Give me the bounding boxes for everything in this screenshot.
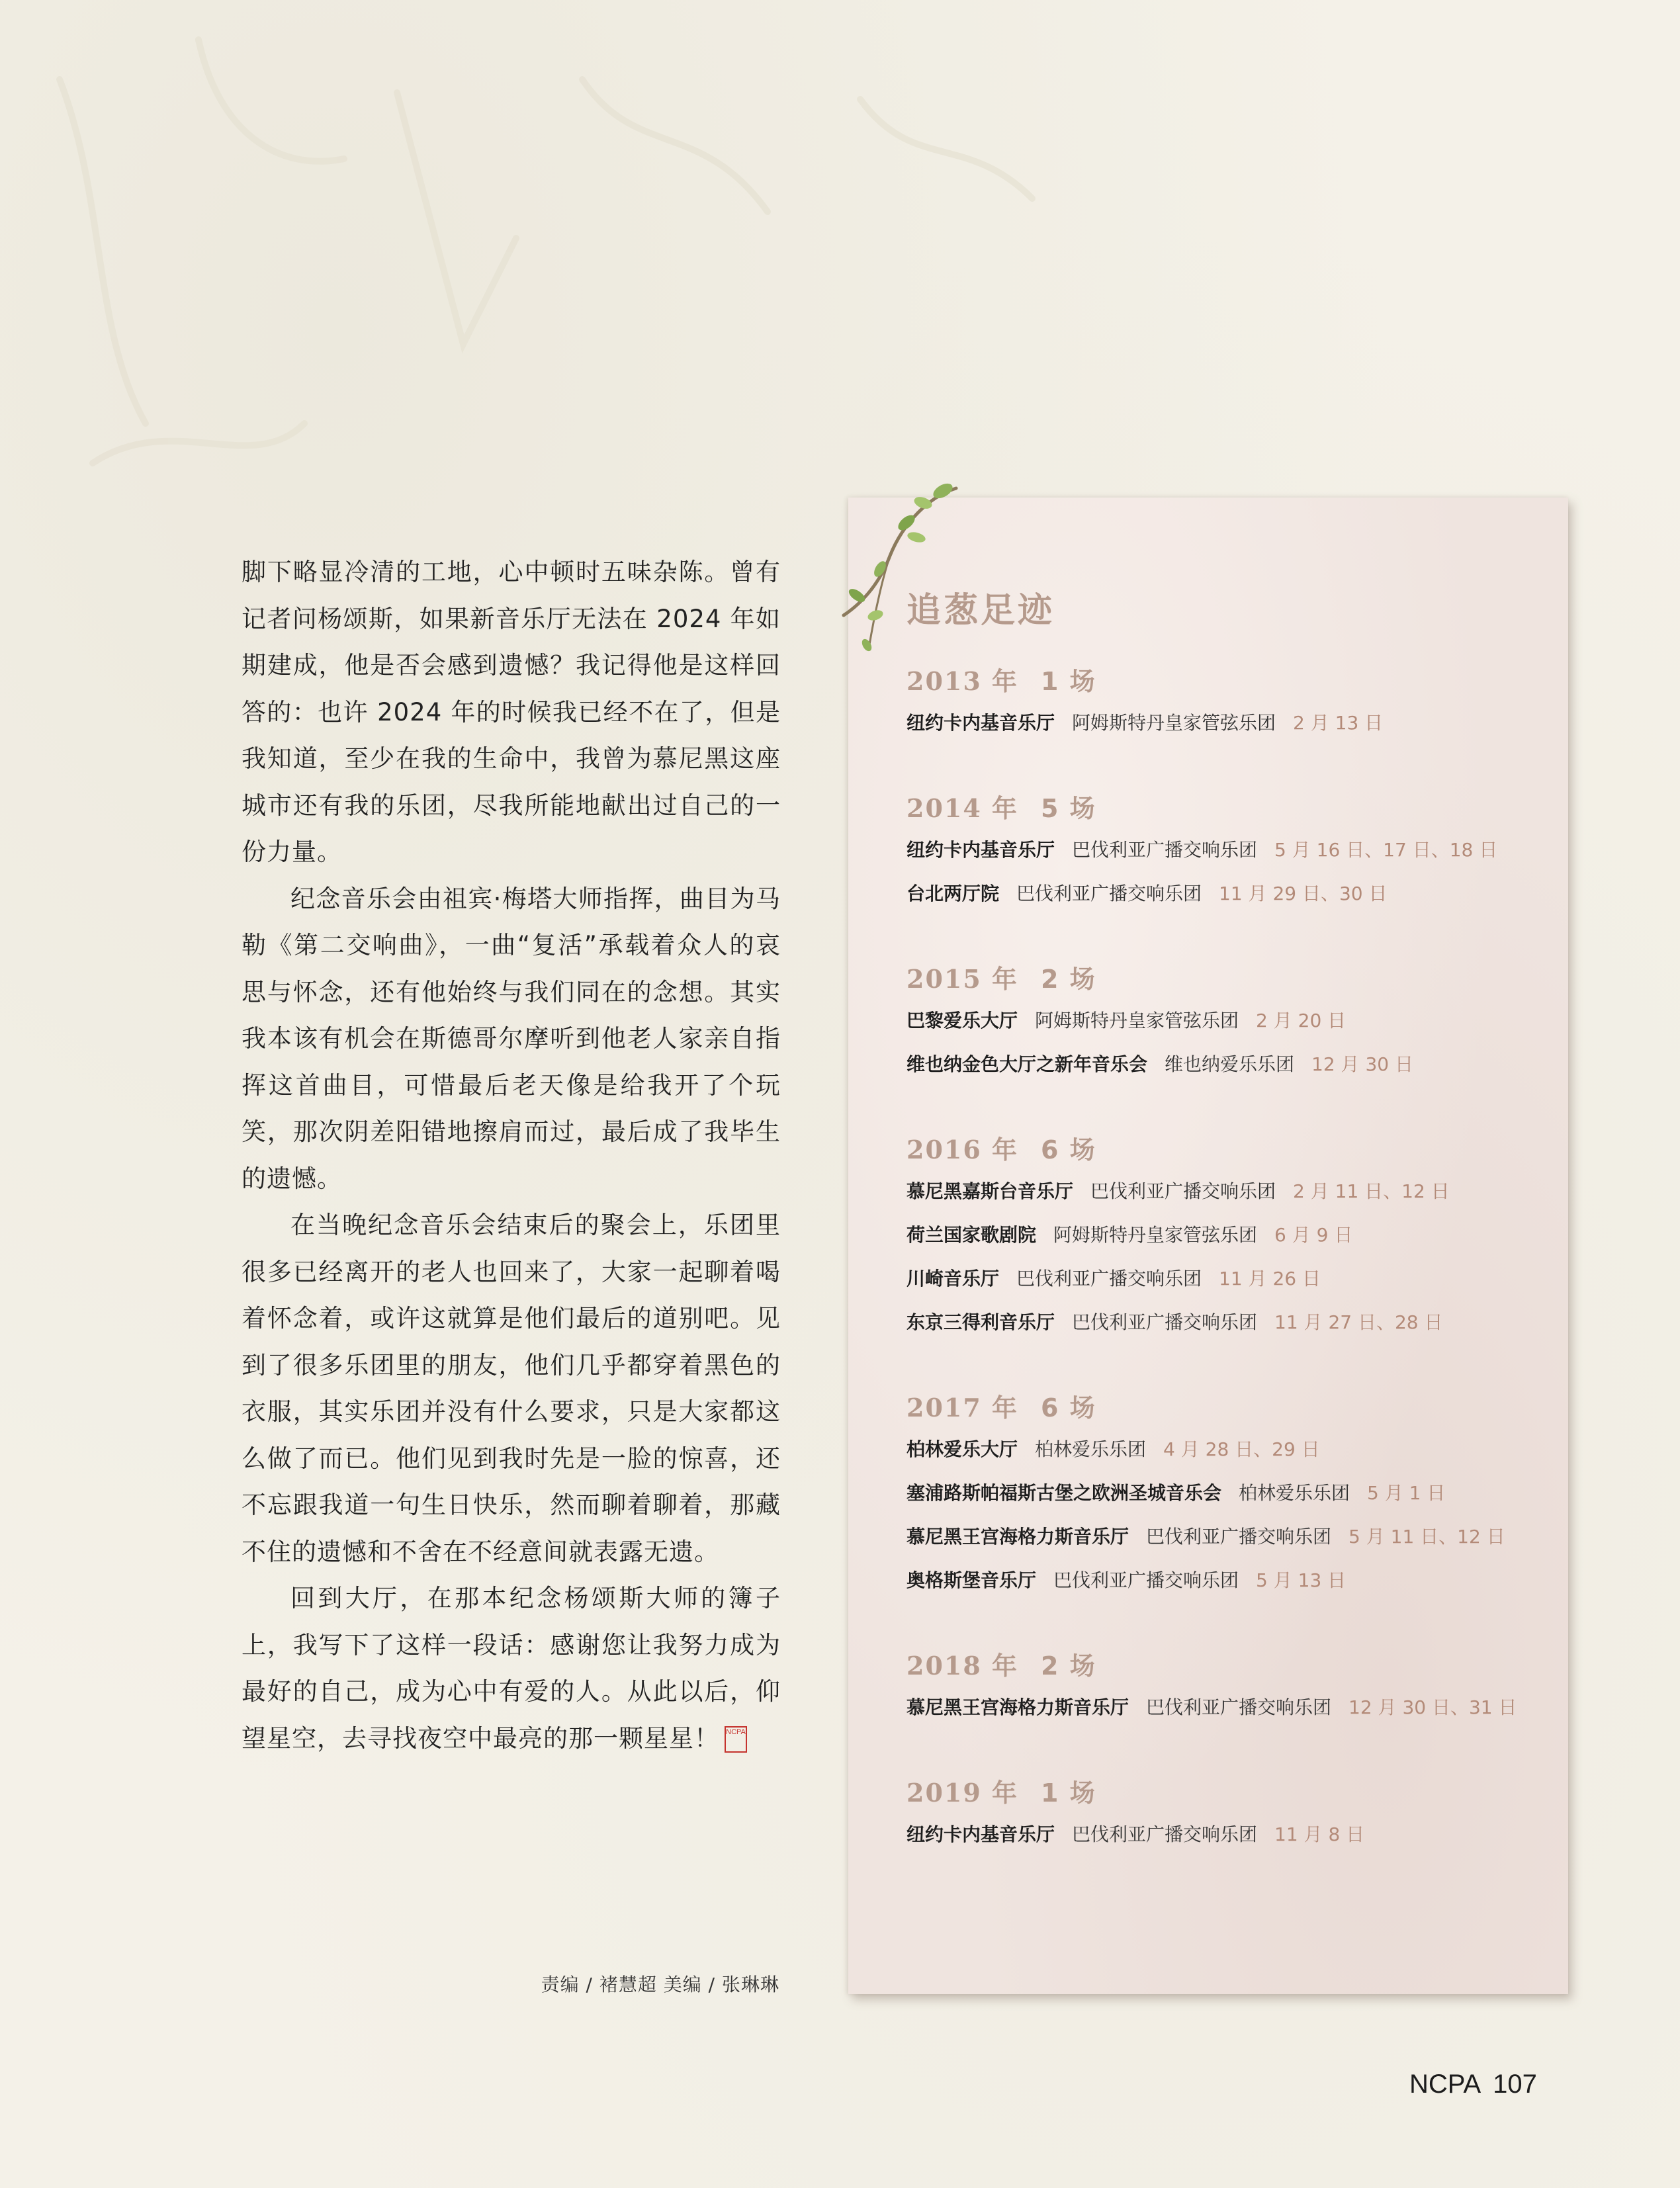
event-date: 11 月 29 日、30 日 <box>1219 883 1388 904</box>
article-paragraph-1: 脚下略显冷清的工地，心中顿时五味杂陈。曾有记者问杨颂斯，如果新音乐厅无法在 2024 年如期建成，他是否会感到遗憾？我记得他是这样回答的：也许 2024 年的时候我已经不在了，但是我知道，至少在我的生命中，我曾为慕尼黑这座城市还有我的乐团，尽我所能地献出过自己的一份力量。 <box>242 558 781 866</box>
year-heading <box>906 1388 1555 1428</box>
event-venue: 东京三得利音乐厅 <box>906 1311 1055 1333</box>
event-date: 11 月 27 日、28 日 <box>1274 1311 1443 1333</box>
event-orchestra: 巴伐利亚广播交响乐团 <box>1072 839 1258 861</box>
event-venue: 台北两厅院 <box>906 883 1000 904</box>
event-venue: 慕尼黑王宫海格力斯音乐厅 <box>906 1696 1129 1718</box>
event-orchestra: 巴伐利亚广播交响乐团 <box>1090 1180 1276 1202</box>
event-venue: 巴黎爱乐大厅 <box>906 1010 1018 1031</box>
event-row <box>906 1257 1555 1301</box>
year-heading <box>906 789 1555 828</box>
event-date: 5 月 13 日 <box>1256 1569 1347 1591</box>
event-orchestra: 柏林爱乐乐团 <box>1239 1482 1350 1504</box>
event-date: 5 月 1 日 <box>1367 1482 1446 1504</box>
year-heading <box>906 1130 1555 1170</box>
performance-count: 6 场 <box>1041 1393 1096 1422</box>
year-group <box>906 789 1555 916</box>
year-label: 2016 年 <box>906 1135 1018 1164</box>
performance-count: 5 场 <box>1041 794 1096 823</box>
event-row <box>906 828 1555 872</box>
year-group <box>906 1646 1555 1729</box>
article-paragraph-4-text: 回到大厅，在那本纪念杨颂斯大师的簿子上，我写下了这样一段话：感谢您让我努力成为最好的自己，成为心中有爱的人。从此以后，仰望星空，去寻找夜空中最亮的那一颗星星！ <box>242 1584 781 1753</box>
year-label: 2019 年 <box>906 1778 1018 1808</box>
event-orchestra: 巴伐利亚广播交响乐团 <box>1016 883 1202 904</box>
year-group <box>906 662 1555 745</box>
event-venue: 奥格斯堡音乐厅 <box>906 1569 1037 1591</box>
event-row <box>906 999 1555 1043</box>
event-orchestra: 巴伐利亚广播交响乐团 <box>1016 1268 1202 1290</box>
event-orchestra: 巴伐利亚广播交响乐团 <box>1072 1823 1258 1845</box>
event-venue: 柏林爱乐大厅 <box>906 1438 1018 1460</box>
event-orchestra: 阿姆斯特丹皇家管弦乐团 <box>1072 712 1276 734</box>
year-label: 2014 年 <box>906 793 1018 823</box>
year-label: 2013 年 <box>906 666 1018 696</box>
event-row <box>906 1559 1555 1602</box>
event-row <box>906 1515 1555 1559</box>
year-group <box>906 959 1555 1086</box>
event-date: 4 月 28 日、29 日 <box>1163 1438 1320 1460</box>
event-venue: 荷兰国家歌剧院 <box>906 1224 1037 1246</box>
event-venue: 纽约卡内基音乐厅 <box>906 1823 1055 1845</box>
article-body <box>242 549 781 1762</box>
performance-count: 1 场 <box>1041 1778 1096 1808</box>
performance-count: 1 场 <box>1041 667 1096 696</box>
year-heading <box>906 959 1555 999</box>
year-group <box>906 1130 1555 1344</box>
year-heading <box>906 1646 1555 1686</box>
event-venue: 纽约卡内基音乐厅 <box>906 712 1055 734</box>
year-group <box>906 1773 1555 1857</box>
event-date: 12 月 30 日 <box>1311 1053 1413 1075</box>
vine-branch-icon <box>817 476 989 675</box>
event-row <box>906 1471 1555 1515</box>
event-row <box>906 1170 1555 1213</box>
event-orchestra: 巴伐利亚广播交响乐团 <box>1146 1526 1332 1548</box>
event-row <box>906 1686 1555 1729</box>
event-date: 11 月 8 日 <box>1274 1823 1365 1845</box>
card-title: 追葱足迹 <box>906 591 1055 631</box>
footer-brand: NCPA <box>1409 2070 1481 2099</box>
event-row <box>906 701 1555 745</box>
event-orchestra: 阿姆斯特丹皇家管弦乐团 <box>1053 1224 1258 1246</box>
event-row <box>906 1428 1555 1471</box>
event-orchestra: 巴伐利亚广播交响乐团 <box>1053 1569 1239 1591</box>
event-row <box>906 1043 1555 1086</box>
year-heading <box>906 1773 1555 1813</box>
article-paragraph-4 <box>242 1575 781 1762</box>
event-venue: 慕尼黑嘉斯台音乐厅 <box>906 1180 1074 1202</box>
year-label: 2015 年 <box>906 964 1018 994</box>
editor-credits: 责编 / 褚慧超 美编 / 张琳琳 <box>541 1974 779 1995</box>
performance-timeline <box>906 662 1555 1900</box>
event-row <box>906 872 1555 916</box>
event-venue: 慕尼黑王宫海格力斯音乐厅 <box>906 1526 1129 1548</box>
event-orchestra: 柏林爱乐乐团 <box>1035 1438 1147 1460</box>
event-row <box>906 1813 1555 1857</box>
article-paragraph-3: 在当晚纪念音乐会结束后的聚会上，乐团里很多已经离开的老人也回来了，大家一起聊着喝着怀念着，或许这就算是他们最后的道别吧。见到了很多乐团里的朋友，他们几乎都穿着黑色的衣服，其实乐团并没有什么要求，只是大家都这么做了而已。他们见到我时先是一脸的惊喜，还不忘跟我道一句生日快乐，然而聊着聊着，那藏不住的遗憾和不舍在不经意间就表露无遗。 <box>242 1211 781 1566</box>
performance-count: 2 场 <box>1041 965 1096 994</box>
event-date: 5 月 16 日、17 日、18 日 <box>1274 839 1498 861</box>
page-footer <box>1409 2070 1537 2099</box>
event-venue: 川崎音乐厅 <box>906 1268 1000 1290</box>
year-label: 2017 年 <box>906 1393 1018 1422</box>
event-date: 5 月 11 日、12 日 <box>1348 1526 1505 1548</box>
event-venue: 维也纳金色大厅之新年音乐会 <box>906 1053 1148 1075</box>
year-label: 2018 年 <box>906 1651 1018 1681</box>
event-date: 12 月 30 日、31 日 <box>1348 1696 1517 1718</box>
event-venue: 纽约卡内基音乐厅 <box>906 839 1055 861</box>
event-orchestra: 阿姆斯特丹皇家管弦乐团 <box>1035 1010 1239 1031</box>
event-orchestra: 巴伐利亚广播交响乐团 <box>1072 1311 1258 1333</box>
event-orchestra: 巴伐利亚广播交响乐团 <box>1146 1696 1332 1718</box>
ncpa-seal-icon: NCPA <box>725 1726 747 1753</box>
page-number: 107 <box>1493 2070 1537 2099</box>
event-row <box>906 1301 1555 1344</box>
event-venue: 塞浦路斯帕福斯古堡之欧洲圣城音乐会 <box>906 1482 1222 1504</box>
performance-count: 2 场 <box>1041 1651 1096 1681</box>
event-date: 2 月 20 日 <box>1256 1010 1347 1031</box>
year-group <box>906 1388 1555 1602</box>
year-heading <box>906 662 1555 701</box>
event-date: 2 月 13 日 <box>1293 712 1384 734</box>
event-date: 2 月 11 日、12 日 <box>1293 1180 1450 1202</box>
performance-count: 6 场 <box>1041 1135 1096 1164</box>
article-paragraph-2: 纪念音乐会由祖宾·梅塔大师指挥，曲目为马勒《第二交响曲》，一曲“复活”承载着众人的哀思与怀念，还有他始终与我们同在的念想。其实我本该有机会在斯德哥尔摩听到他老人家亲自指挥这首曲目，可惜最后老天像是给我开了个玩笑，那次阴差阳错地擦肩而过，最后成了我毕生的遗憾。 <box>242 884 781 1193</box>
event-date: 6 月 9 日 <box>1274 1224 1353 1246</box>
event-date: 11 月 26 日 <box>1219 1268 1321 1290</box>
event-row <box>906 1213 1555 1257</box>
event-orchestra: 维也纳爱乐乐团 <box>1165 1053 1295 1075</box>
